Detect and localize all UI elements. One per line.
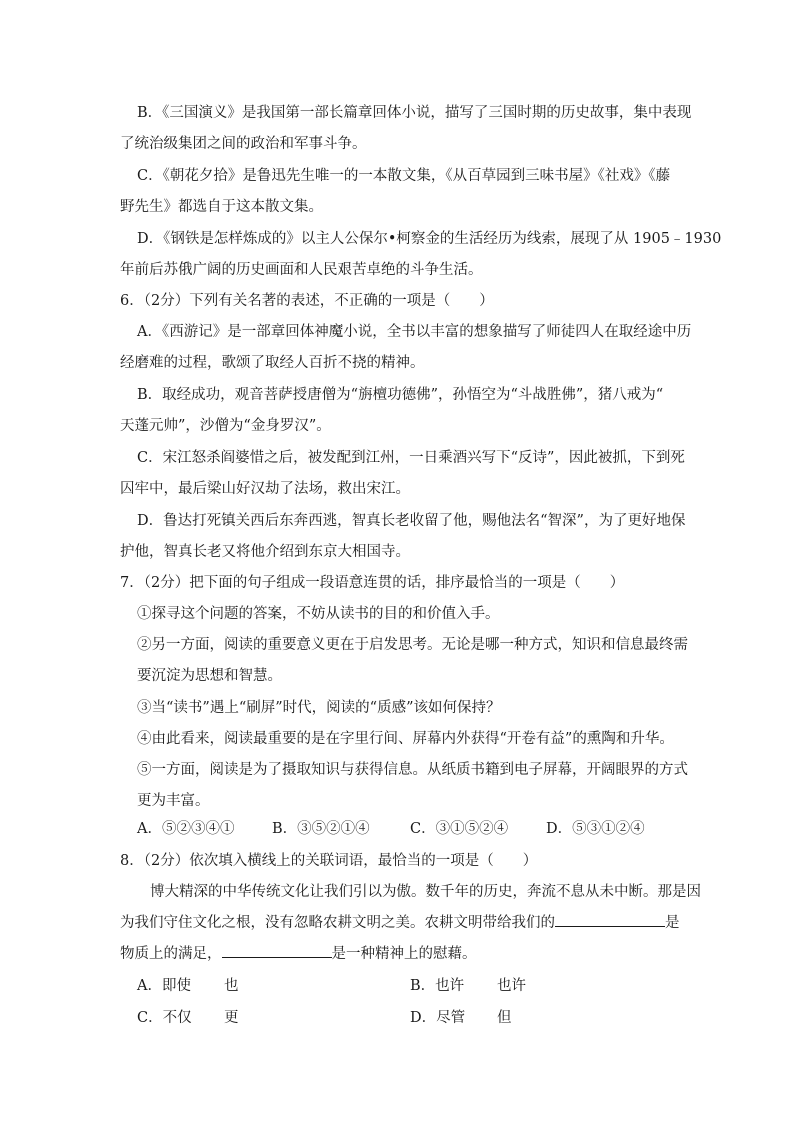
q8-passage-line2 (120, 912, 680, 934)
q8-passage-line2-end: 是 (665, 915, 680, 931)
q5-option-c-line2: 野先生》都选自于这本散文集。 (120, 199, 323, 215)
q7-sentence-5-line2: 更为丰富。 (137, 793, 210, 809)
q5-option-c-line1: C．《朝花夕拾》是鲁迅先生唯一的一本散文集，《从百草园到三味书屋》《社戏》《藤 (137, 168, 671, 184)
q8-passage-line1: 博大精深的中华传统文化让我们引以为傲。数千年的历史，奔流不息从未中断。那是因 (150, 884, 701, 900)
q6-stem: 6．（2分）下列有关名著的表述，不正确的一项是（ ） (120, 293, 494, 309)
q6-option-c-line2: 囚牢中，最后梁山好汉劫了法场，救出宋江。 (120, 481, 410, 497)
q8-choice-a-second: 也 (224, 978, 239, 994)
q8-passage-line2-text: 为我们守住文化之根，没有忽略农耕文明之美。农耕文明带给我们的 (120, 915, 555, 931)
answer-blank-2 (222, 943, 332, 958)
q8-stem: 8．（2分）依次填入横线上的关联词语，最恰当的一项是（ ） (120, 853, 538, 869)
q8-choice-c-second: 更 (224, 1010, 239, 1026)
q7-choice-c: C．③①⑤②④ (410, 821, 509, 837)
q8-passage-line3-text: 物质上的满足， (120, 946, 222, 962)
q7-choice-b: B．③⑤②①④ (272, 821, 370, 837)
q7-sentence-2-line1: ②另一方面，阅读的重要意义更在于启发思考。无论是哪一种方式，知识和信息最终需 (137, 637, 688, 653)
q5-option-d-line2: 年前后苏俄广阔的历史画面和人民艰苦卓绝的斗争生活。 (120, 262, 483, 278)
q7-sentence-3: ③当“读书”遇上“刷屏”时代，阅读的“质感”该如何保持？ (137, 700, 501, 716)
q7-choice-a: A．⑤②③④① (137, 821, 235, 837)
q6-option-d-line2: 护他，智真长老又将他介绍到东京大相国寺。 (120, 544, 410, 560)
q6-option-b-line1: B．取经成功，观音菩萨授唐僧为“旃檀功德佛”，孙悟空为“斗战胜佛”，猪八戒为“ (137, 387, 664, 403)
q6-option-a-line1: A．《西游记》是一部章回体神魔小说，全书以丰富的想象描写了师徒四人在取经途中历 (137, 324, 692, 340)
q7-sentence-4: ④由此看来，阅读最重要的是在字里行间、屏幕内外获得“开卷有益”的熏陶和升华。 (137, 731, 674, 747)
q8-choice-b-label: B．也许 (410, 978, 465, 994)
q8-choice-d-second: 但 (497, 1010, 512, 1026)
q8-choice-c-label: C．不仅 (137, 1010, 192, 1026)
q6-option-c-line1: C．宋江怒杀阎婆惜之后，被发配到江州，一日乘酒兴写下“反诗”，因此被抓，下到死 (137, 450, 685, 466)
q8-choice-d-label: D．尽管 (410, 1010, 466, 1026)
q6-option-b-line2: 天蓬元帅”，沙僧为“金身罗汉”。 (120, 418, 331, 434)
q6-option-d-line1: D．鲁达打死镇关西后东奔西逃，智真长老收留了他，赐他法名“智深”，为了更好地保 (137, 513, 686, 529)
q7-sentence-2-line2: 要沉淀为思想和智慧。 (137, 668, 282, 684)
q7-stem: 7．（2分）把下面的句子组成一段语意连贯的话，排序最恰当的一项是（ ） (120, 575, 625, 591)
q6-option-a-line2: 经磨难的过程，歌颂了取经人百折不挠的精神。 (120, 355, 425, 371)
q5-option-b-line1: B．《三国演义》是我国第一部长篇章回体小说，描写了三国时期的历史故事，集中表现 (137, 105, 692, 121)
q5-option-b-line2: 了统治级集团之间的政治和军事斗争。 (120, 136, 367, 152)
q8-choice-a-label: A．即使 (137, 978, 191, 994)
q8-passage-line3-end: 是一种精神上的慰藉。 (331, 946, 477, 962)
q7-choice-d: D．⑤③①②④ (546, 821, 645, 837)
q7-sentence-5-line1: ⑤一方面，阅读是为了摄取知识与获得信息。从纸质书籍到电子屏幕，开阔眼界的方式 (137, 762, 688, 778)
q8-passage-line3 (120, 943, 680, 965)
answer-blank-1 (555, 912, 665, 927)
q7-sentence-1: ①探寻这个问题的答案，不妨从读书的目的和价值入手。 (137, 606, 500, 622)
q8-choice-b-second: 也许 (497, 978, 526, 994)
q5-option-d-line1: D．《钢铁是怎样炼成的》以主人公保尔•柯察金的生活经历为线索，展现了从 1905﹣1930 (137, 231, 722, 247)
